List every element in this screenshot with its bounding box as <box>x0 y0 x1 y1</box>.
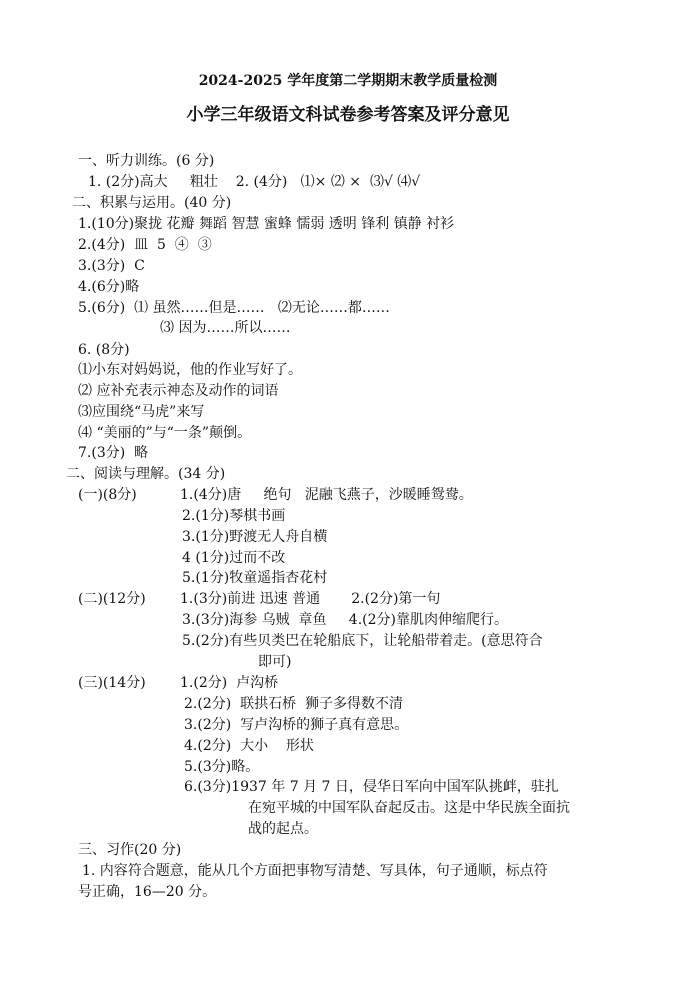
answer-r2-3-4: 3.(3分)海参 乌贼 章鱼 4.(2分)靠肌肉伸缩爬行。 <box>182 612 508 628</box>
answer-2-5-cont: ⑶ 因为……所以…… <box>160 320 291 336</box>
answer-2-7: 7.(3分) 略 <box>78 445 149 461</box>
passage-1-label: (一)(8分) <box>78 487 137 503</box>
section-heading-reading: 二、阅读与理解。(34 分) <box>66 466 226 482</box>
answer-r3-6: 6.(3分)1937 年 7 月 7 日，侵华日军向中国军队挑衅，驻扎 <box>184 779 559 795</box>
answer-r1-5: 5.(1分)牧童遥指杏花村 <box>182 570 328 586</box>
answer-2-1: 1.(10分)聚拢 花瓣 舞蹈 智慧 蜜蜂 懦弱 透明 锋利 镇静 衬衫 <box>78 216 455 232</box>
answer-r1-1: 1.(4分)唐 绝句 泥融飞燕子，沙暖睡鸳鸯。 <box>180 487 473 503</box>
document-title: 2024-2025 学年度第二学期期末教学质量检测 <box>198 73 498 89</box>
answer-r1-3: 3.(1分)野渡无人舟自横 <box>182 529 328 545</box>
answer-r3-4: 4.(2分) 大小 形状 <box>184 738 314 754</box>
section-heading-writing: 三、习作(20 分) <box>78 842 182 858</box>
section-heading-accumulation: 二、积累与运用。(40 分) <box>72 195 232 211</box>
writing-criteria-line2: 号正确，16—20 分。 <box>78 884 217 900</box>
answer-2-3: 3.(3分) C <box>78 258 145 274</box>
answer-r1-4: 4 (1分)过而不改 <box>182 550 286 566</box>
answer-2-5: 5.(6分) ⑴ 虽然……但是…… ⑵无论……都…… <box>78 300 390 316</box>
answer-2-6-4: ⑷ “美丽的”与“一条”颠倒。 <box>78 425 252 441</box>
answer-2-2: 2.(4分) 皿 5 ④ ③ <box>78 237 212 253</box>
answer-r2-5: 5.(2分)有些贝类巴在轮船底下，让轮船带着走。(意思符合 <box>182 633 543 649</box>
listening-answers: 1. (2分)高大 粗壮 2. (4分) ⑴× ⑵ × ⑶√ ⑷√ <box>88 174 421 190</box>
answer-r3-6-cont2: 战的起点。 <box>248 821 318 837</box>
answer-r3-6-cont1: 在宛平城的中国军队奋起反击。这是中华民族全面抗 <box>248 800 570 816</box>
answer-2-6-3: ⑶应围绕“马虎”来写 <box>78 404 205 420</box>
document-subtitle: 小学三年级语文科试卷参考答案及评分意见 <box>186 105 510 125</box>
answer-2-6: 6. (8分) <box>78 342 130 358</box>
answer-2-6-1: ⑴小东对妈妈说，他的作业写好了。 <box>78 362 302 378</box>
answer-2-4: 4.(6分)略 <box>78 279 140 295</box>
writing-criteria-line1: 1. 内容符合题意，能从几个方面把事物写清楚、写具体，句子通顺，标点符 <box>82 863 548 879</box>
answer-r3-5: 5.(3分)略。 <box>184 759 260 775</box>
passage-3-label: (三)(14分) <box>78 675 146 691</box>
answer-r3-2: 2.(2分) 联拱石桥 狮子多得数不清 <box>184 696 403 712</box>
answer-r3-3: 3.(2分) 写卢沟桥的狮子真有意思。 <box>184 717 409 733</box>
passage-2-label: (二)(12分) <box>78 591 146 607</box>
answer-2-6-2: ⑵ 应补充表示神态及动作的词语 <box>78 383 279 399</box>
answer-r1-2: 2.(1分)琴棋书画 <box>182 508 286 524</box>
answer-r2-5-cont: 即可) <box>258 654 292 670</box>
answer-r2-1-2: 1.(3分)前进 迅速 普通 2.(2分)第一句 <box>180 591 441 607</box>
answer-r3-1: 1.(2分) 卢沟桥 <box>180 675 279 691</box>
section-heading-listening: 一、听力训练。(6 分) <box>78 153 215 169</box>
